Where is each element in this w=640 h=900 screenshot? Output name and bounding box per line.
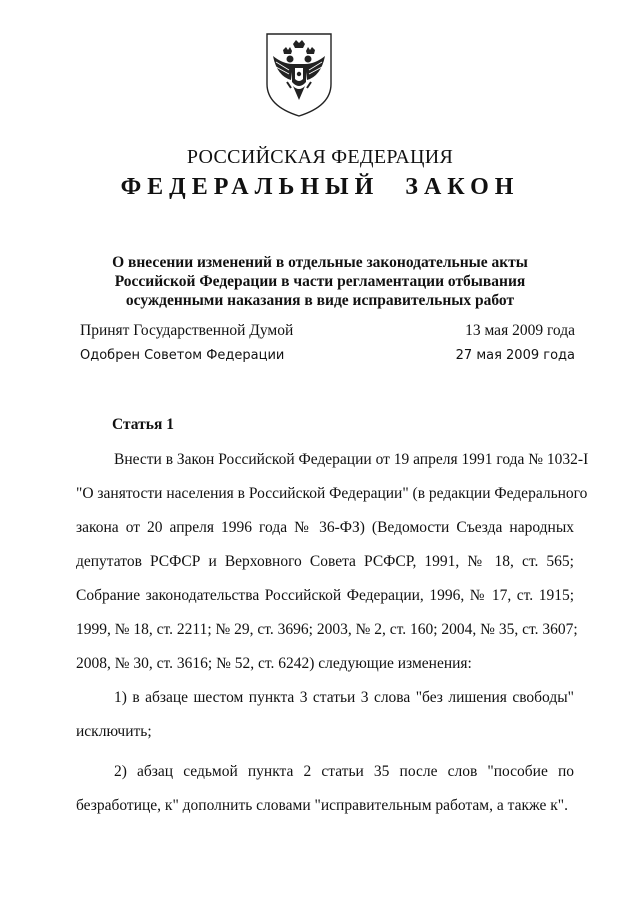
council-approval-row — [80, 348, 575, 363]
article-text-line: депутатов РСФСР и Верховного Совета РСФСР, 1991, № 18, ст. 565; — [76, 553, 574, 570]
law-title-line: Российской Федерации в части регламентации отбывания — [114, 273, 526, 290]
duma-adoption-date: 13 мая 2009 года — [465, 322, 575, 339]
article-text-line: "О занятости населения в Российской Федерации" (в редакции Федерального — [76, 485, 588, 502]
article-text-line: 2008, № 30, ст. 3616; № 52, ст. 6242) следующие изменения: — [76, 655, 472, 672]
law-title-line: О внесении изменений в отдельные законодательные акты — [112, 254, 528, 271]
country-name: РОССИЙСКАЯ ФЕДЕРАЦИЯ — [186, 146, 454, 168]
duma-adoption-row — [80, 322, 575, 340]
council-approval-label: Одобрен Советом Федерации — [80, 348, 285, 363]
duma-adoption-label: Принят Государственной Думой — [80, 322, 294, 339]
article-text-line: исключить; — [76, 723, 152, 740]
law-title-line: осужденными наказания в виде исправительных работ — [125, 292, 515, 309]
article-text-line: 2) абзац седьмой пункта 2 статьи 35 после слов "пособие по — [114, 763, 574, 780]
article-text-line: Внести в Закон Российской Федерации от 19 апреля 1991 года № 1032-I — [114, 451, 589, 468]
article-text-line: Собрание законодательства Российской Федерации, 1996, № 17, ст. 1915; — [76, 587, 574, 604]
article-heading: Статья 1 — [112, 416, 174, 433]
document-type: ФЕДЕРАЛЬНЫЙ ЗАКОН — [120, 174, 520, 200]
article-text-line: 1999, № 18, ст. 2211; № 29, ст. 3696; 2003, № 2, ст. 160; 2004, № 35, ст. 3607; — [76, 621, 578, 638]
article-text-line: 1) в абзаце шестом пункта 3 статьи 3 слова "без лишения свободы" — [114, 689, 574, 706]
council-approval-date: 27 мая 2009 года — [455, 348, 575, 363]
russian-coat-of-arms-icon — [263, 30, 335, 120]
article-text-line: закона от 20 апреля 1996 года № 36-ФЗ) (Ведомости Съезда народных — [76, 519, 574, 536]
article-text-line: безработице, к" дополнить словами "исправительным работам, а также к". — [76, 797, 568, 814]
law-title — [60, 253, 580, 310]
